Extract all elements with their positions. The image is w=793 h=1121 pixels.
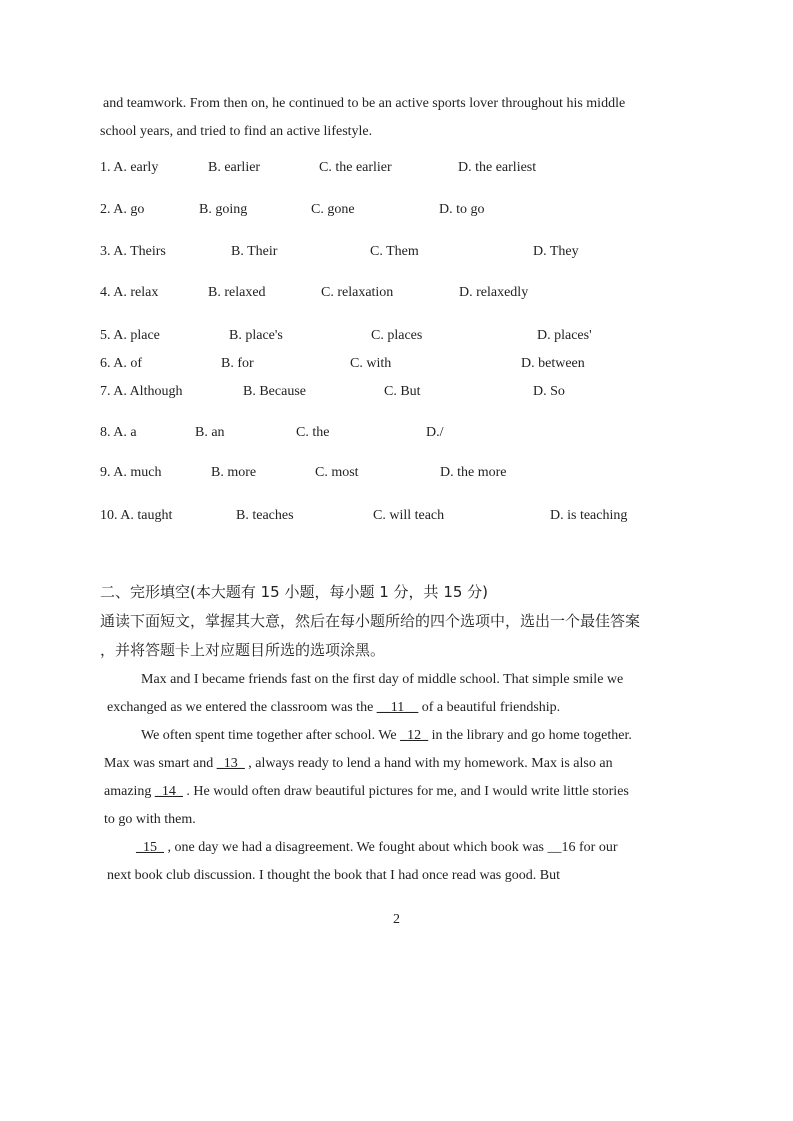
question-number: 6. [100,356,114,371]
question-number: 2. [100,202,114,217]
passage-text: amazing [104,784,155,799]
passage-line [136,839,618,857]
option-b: B. teaches [236,508,294,523]
passage-text: , one day we had a disagreement. We fought about which book was [164,840,548,855]
option-d: D. relaxedly [459,285,529,300]
option-b: B. going [199,202,248,217]
option-c: C. most [315,465,359,480]
option-c: C. But [384,384,421,399]
option-d: D. the more [440,465,507,480]
section-instruction-2: ，并将答题卡上对应题目所选的选项涂黑。 [100,641,386,659]
question-row [100,284,158,302]
option-d: D. places' [537,328,592,343]
question-row [100,383,182,401]
section-instruction-1: 通读下面短文，掌握其大意，然后在每小题所给的四个选项中，选出一个最佳答案 [100,612,641,630]
option-d: D. So [533,384,565,399]
option-c: C. with [350,356,392,371]
option-c: C. Them [370,244,419,259]
passage-text: in the library and go home together. [428,728,632,743]
option-d: D. They [533,244,579,259]
question-number: 5. [100,328,114,343]
option-a: A. much [113,465,162,480]
blank-11: __11__ [376,700,419,715]
option-b: B. for [221,356,254,371]
question-number: 10. [100,508,121,523]
option-a: A. taught [120,508,173,523]
option-a: A. go [113,202,145,217]
question-row [100,507,172,525]
passage-line: to go with them. [104,812,196,827]
question-number: 9. [100,465,114,480]
question-row [100,355,142,373]
option-b: B. an [195,425,225,440]
option-a: A. a [113,425,137,440]
option-c: C. will teach [373,508,445,523]
passage-line [104,755,613,773]
option-d: D. to go [439,202,485,217]
passage-text: exchanged as we entered the classroom was the [107,700,377,715]
question-row [100,327,160,345]
passage-line [104,783,629,801]
question-number: 3. [100,244,114,259]
option-a: A. Theirs [113,244,166,259]
passage-line [107,699,560,717]
blank-13: _13_ [216,756,245,771]
blank-14: _14_ [154,784,183,799]
passage-text: We often spent time together after school. We [141,728,401,743]
option-d: D./ [426,425,444,440]
question-number: 4. [100,285,114,300]
question-number: 7. [100,384,114,399]
blank-15: _15_ [136,840,164,855]
option-c: C. relaxation [321,285,394,300]
option-c: C. the earlier [319,160,392,175]
option-b: B. earlier [208,160,261,175]
passage-text: Max was smart and [104,756,217,771]
passage-text: of a beautiful friendship. [418,700,561,715]
passage-text: for our [575,840,618,855]
option-a: A. relax [113,285,159,300]
option-a: A. Although [113,384,183,399]
section-heading: 二、完形填空(本大题有 15 小题，每小题 1 分，共 15 分) [100,583,489,601]
question-row [100,243,166,261]
passage-text: . He would often draw beautiful pictures for me, and I would write little stories [182,784,629,799]
option-b: B. place's [229,328,283,343]
option-b: B. Their [231,244,278,259]
blank-12: _12_ [400,728,429,743]
option-b: B. more [211,465,257,480]
option-d: D. between [521,356,585,371]
option-a: A. of [113,356,143,371]
passage-line: Max and I became friends fast on the first day of middle school. That simple smile we [141,672,624,687]
option-d: D. is teaching [550,508,628,523]
question-number: 8. [100,425,114,440]
question-row [100,159,158,177]
option-b: B. relaxed [208,285,266,300]
question-row [100,424,137,442]
option-d: D. the earliest [458,160,537,175]
option-c: C. places [371,328,423,343]
question-row [100,464,161,482]
question-row [100,201,144,219]
option-c: C. gone [311,202,355,217]
page-number: 2 [393,912,400,927]
intro-line-1: and teamwork. From then on, he continued to be an active sports lover throughout his middle [103,96,626,111]
passage-line [141,727,632,745]
question-number: 1. [100,160,114,175]
option-b: B. Because [243,384,306,399]
passage-text: , always ready to lend a hand with my homework. Max is also an [244,756,613,771]
intro-line-2: school years, and tried to find an active lifestyle. [100,124,373,139]
blank-16: __16 [547,840,576,855]
option-a: A. place [113,328,160,343]
passage-line: next book club discussion. I thought the book that I had once read was good. But [107,868,560,883]
option-c: C. the [296,425,330,440]
option-a: A. early [113,160,159,175]
